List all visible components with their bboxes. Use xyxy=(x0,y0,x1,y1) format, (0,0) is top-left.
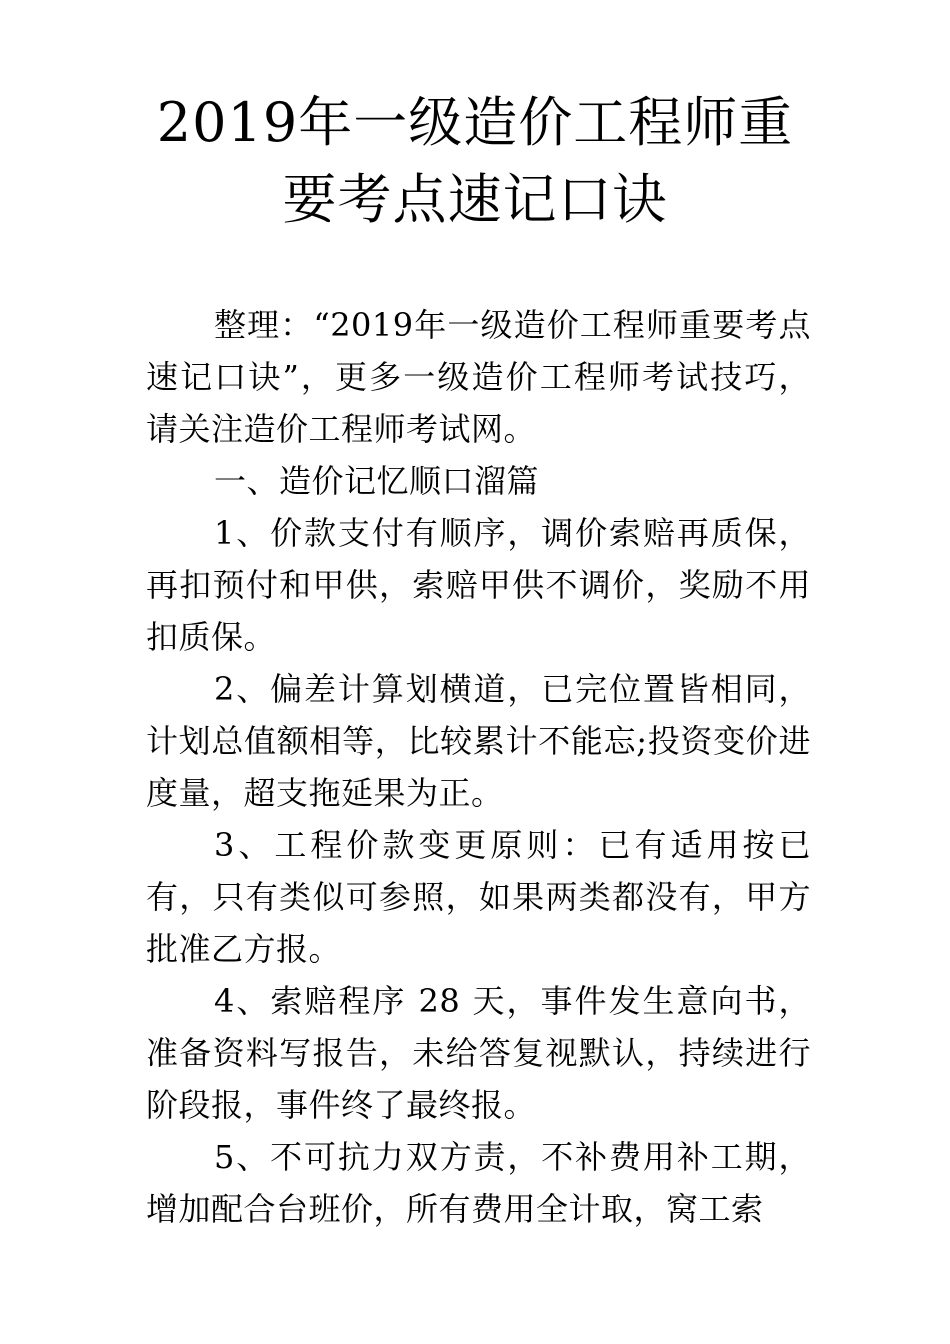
mnemonic-paragraph-4: 4、索赔程序 28 天，事件发生意向书，准备资料写报告，未给答复视默认，持续进行阶段报，事件终了最终报。 xyxy=(146,982,811,1124)
section-heading: 一、造价记忆顺口溜篇 xyxy=(214,462,540,500)
mnemonic-paragraph-3: 3、工程价款变更原则：已有适用按已有，只有类似可参照，如果两类都没有，甲方批准乙方报。 xyxy=(146,826,811,968)
title-line-2: 要考点速记口诀 xyxy=(282,168,668,231)
mnemonic-paragraph-2: 2、偏差计算划横道，已完位置皆相同，计划总值额相等，比较累计不能忘;投资变价进度量，超支拖延果为正。 xyxy=(146,670,811,812)
document-title xyxy=(100,84,850,238)
document-body xyxy=(146,299,811,1235)
intro-paragraph: 整理：“2019年一级造价工程师重要考点速记口诀”，更多一级造价工程师考试技巧，请关注造价工程师考试网。 xyxy=(146,306,811,448)
title-line-1: 2019年一级造价工程师重 xyxy=(156,91,794,154)
mnemonic-paragraph-5: 5、不可抗力双方责，不补费用补工期，增加配合台班价，所有费用全计取，窝工索 xyxy=(146,1138,811,1228)
mnemonic-paragraph-1: 1、价款支付有顺序，调价索赔再质保，再扣预付和甲供，索赔甲供不调价，奖励不用扣质保。 xyxy=(146,514,811,656)
